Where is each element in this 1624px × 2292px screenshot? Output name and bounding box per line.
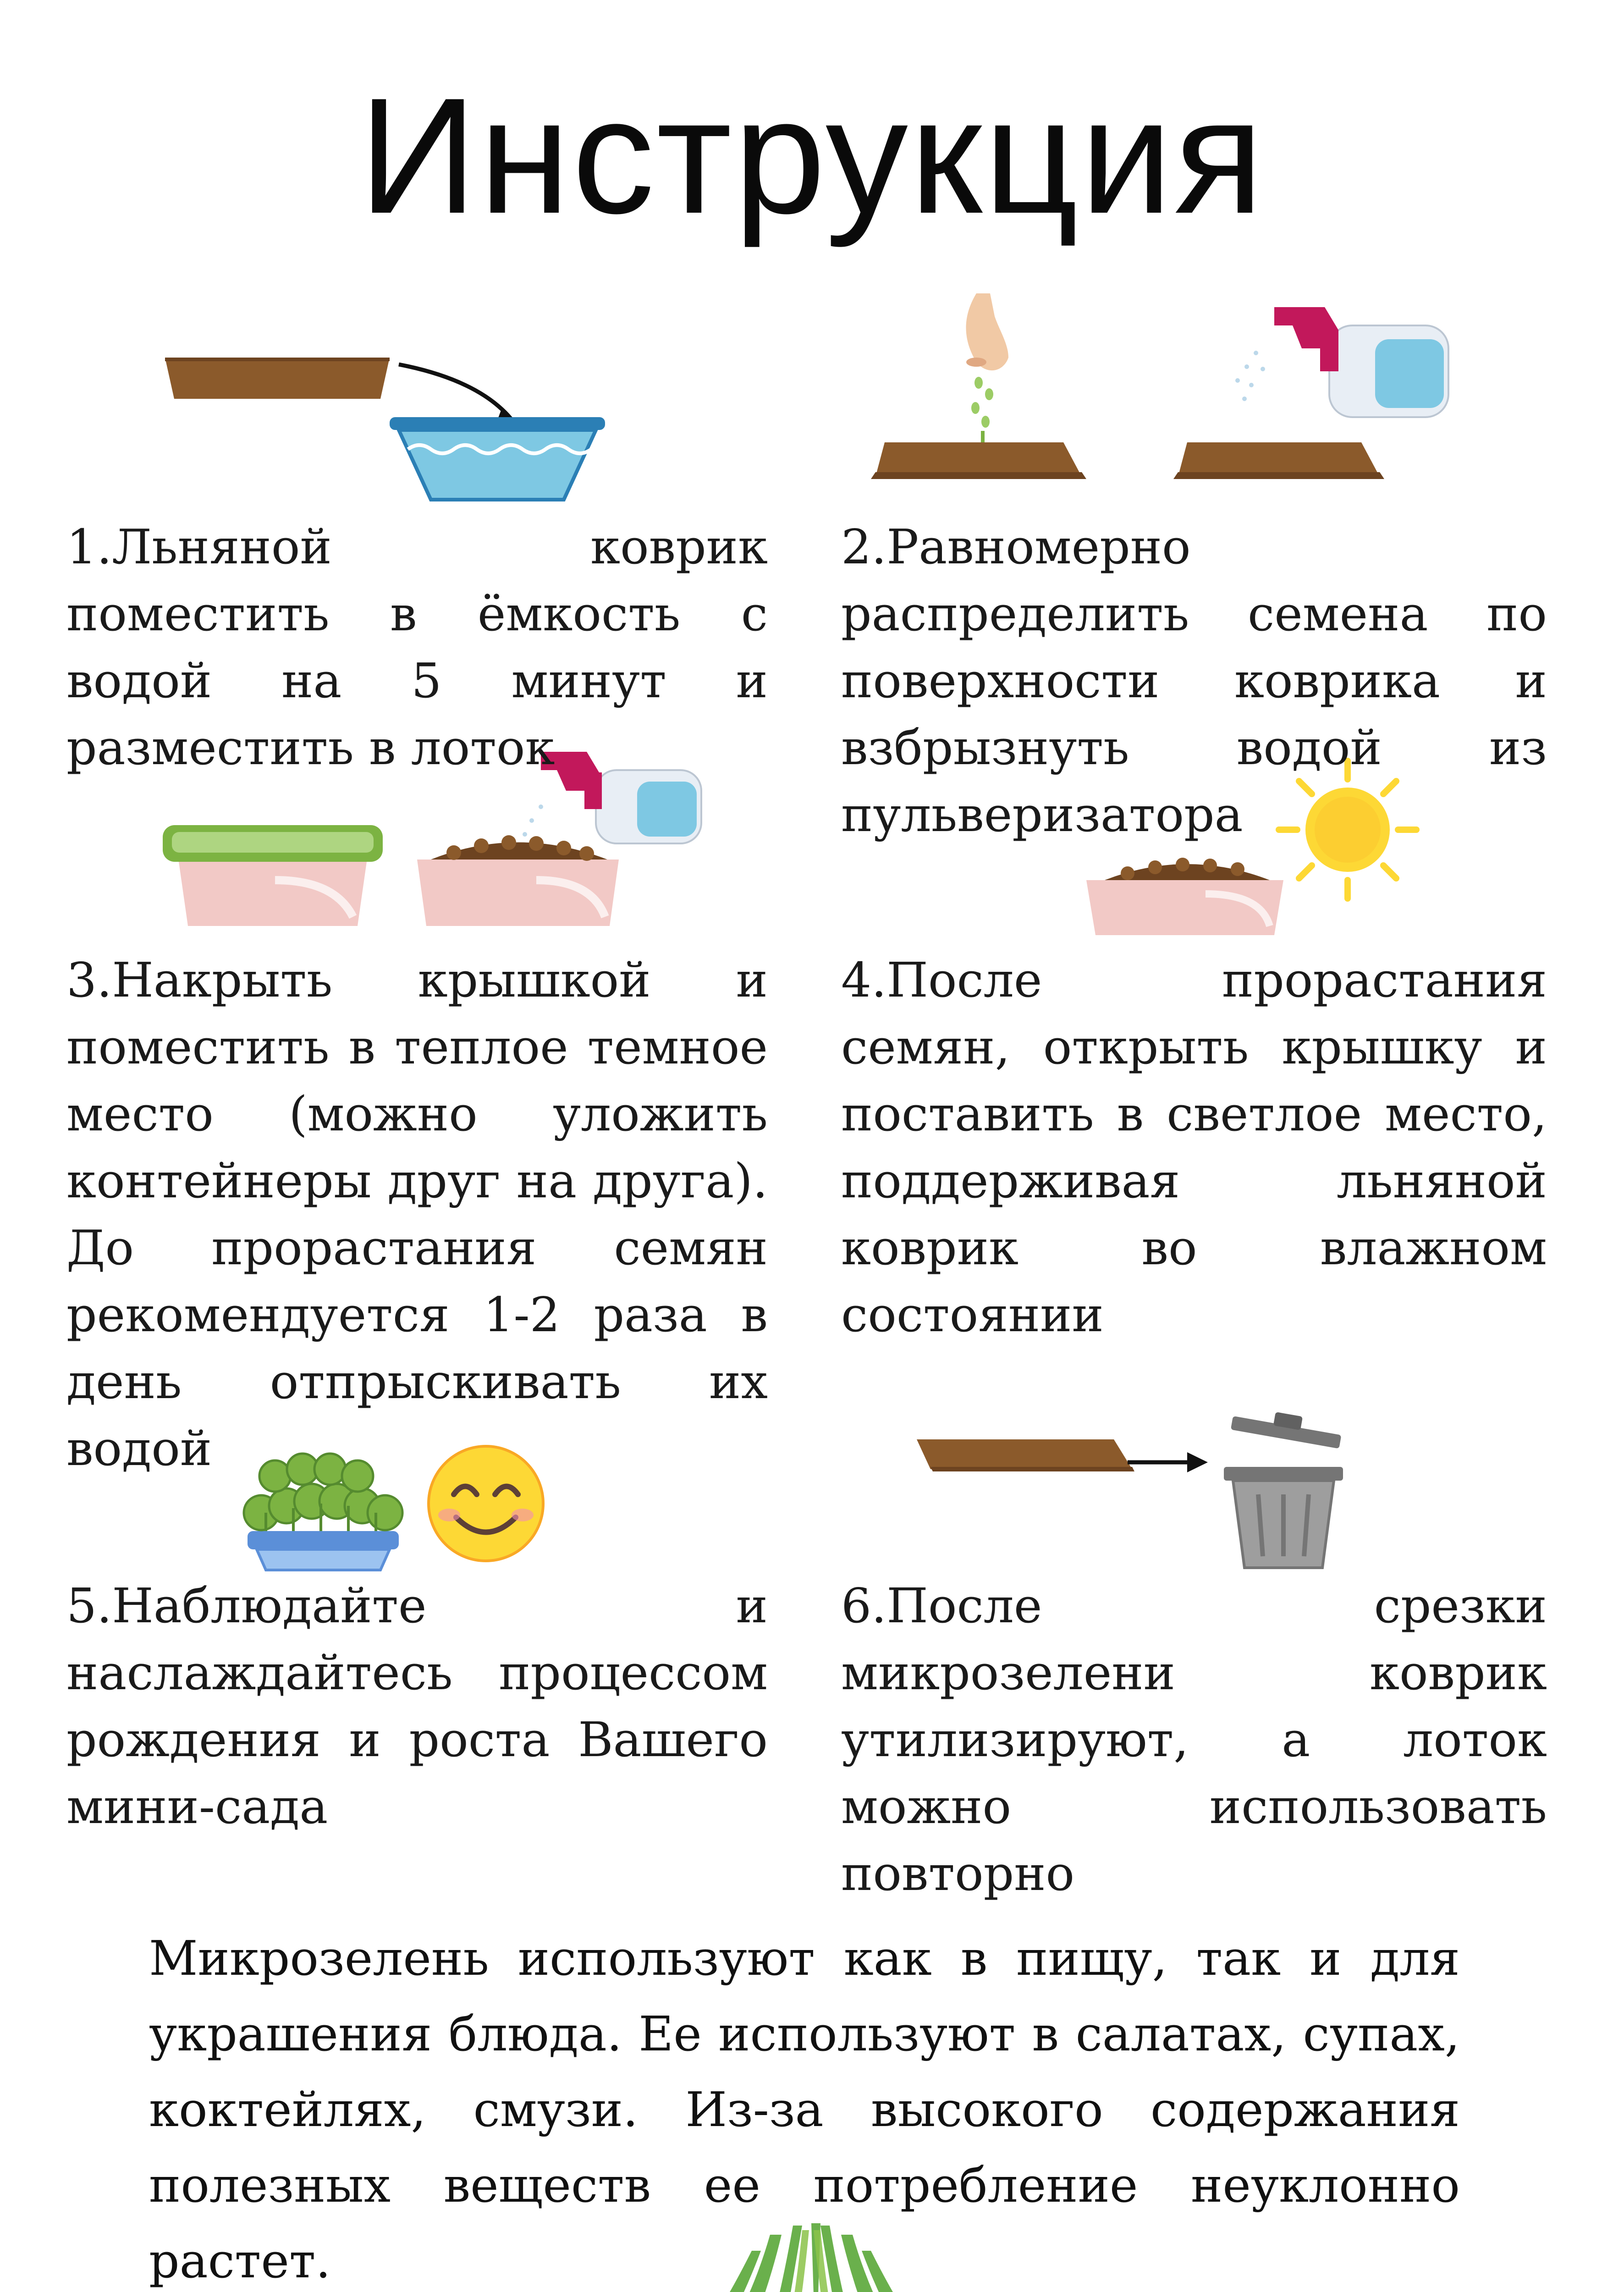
- linen-mat-icon: [165, 358, 390, 399]
- tray-with-soil-icon: [1086, 858, 1283, 935]
- seeds-icon: [971, 377, 993, 445]
- arrow-icon: [399, 364, 513, 422]
- step-1-text: 1.Льняной коврик поместить в ёмкость с водой на 5 минут и разместить в лоток: [66, 519, 768, 776]
- linen-mat-icon: [917, 1439, 1132, 1469]
- tray-with-soil-icon: [417, 835, 619, 926]
- linen-mat-icon: [875, 442, 1082, 477]
- spray-bottle-icon: [1274, 307, 1448, 417]
- brand-logo-icon: [715, 2209, 908, 2292]
- page-title: Инструкция: [358, 64, 1266, 248]
- hand-icon: [966, 293, 1009, 370]
- step-2-text: 2.Равномерно распределить семена по поверхности коврика и взбрызнуть водой из пульверизатора: [841, 519, 1547, 843]
- trash-bin-icon: [1224, 1405, 1343, 1568]
- step-4-text: 4.После прорастания семян, открыть крышку и поставить в светлое место, поддерживая льняной коврик во влажном состоянии: [841, 952, 1547, 1343]
- seeding-spraying-illustration: [871, 289, 1536, 490]
- tray-with-lid-icon: [163, 825, 383, 926]
- step-6-text: 6.После срезки микрозелени коврик утилизируют, а лоток можно использовать повторно: [841, 1578, 1547, 1901]
- water-bowl-icon: [390, 417, 605, 500]
- linen-mat-icon: [1178, 442, 1380, 477]
- step-5-text: 5.Наблюдайте и наслаждайтесь процессом рождения и роста Вашего мини-сада: [66, 1578, 768, 1835]
- microgreens-info-paragraph: Микрозелень используют как в пищу, так и для украшения блюда. Ее используют в салатах, супах, коктейлях, смузи. Из-за высокого содержания полезных веществ ее потребление неуклонно растет.: [149, 1930, 1460, 2289]
- mat-to-trash-illustration: [912, 1403, 1352, 1572]
- mat-into-water-illustration: [160, 339, 619, 509]
- step-3-text: 3.Накрыть крышкой и поместить в теплое темное место (можно уложить контейнеры друг на друга). До прорастания семян рекомендуется 1-2 раза в день отпрыскивать их водой: [66, 952, 768, 1477]
